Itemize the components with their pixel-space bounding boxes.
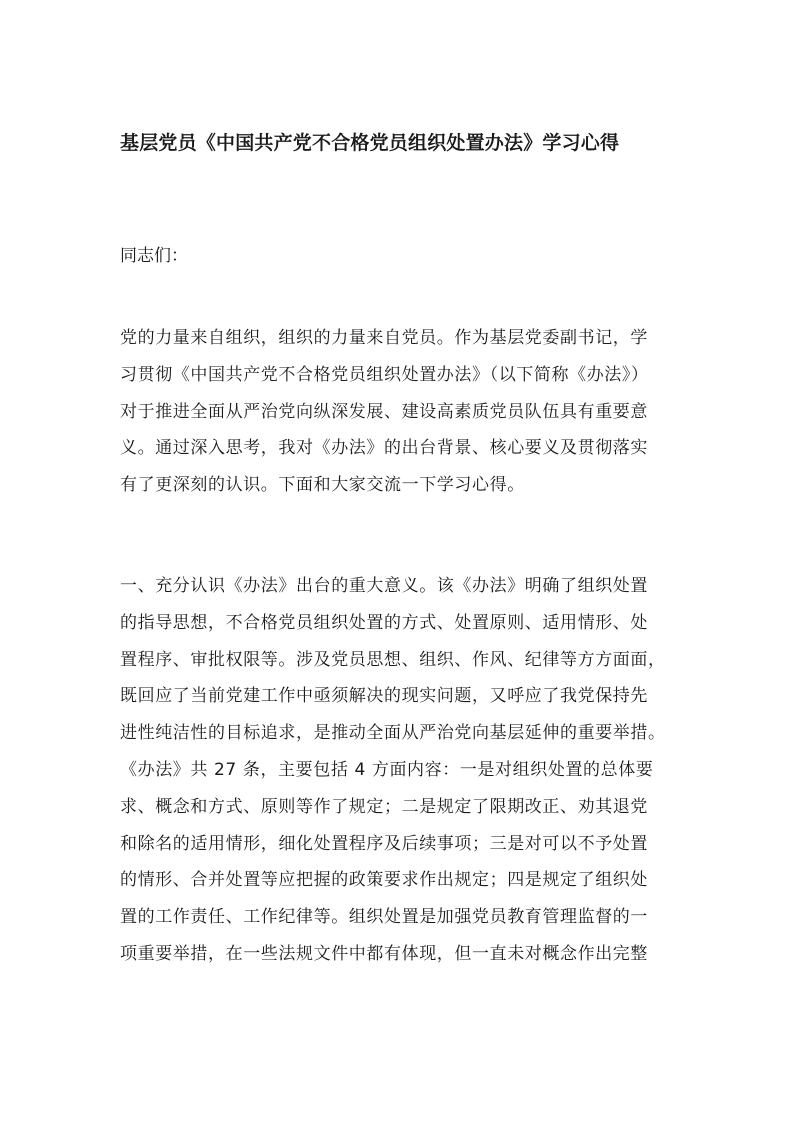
paragraph-line: 求、概念和方式、原则等作了规定；二是规定了限期改正、劝其退党 bbox=[120, 796, 648, 817]
paragraph-line: 进性纯洁性的目标追求，是推动全面从严治党向基层延伸的重要举措。 bbox=[120, 723, 666, 744]
paragraph-line: 义。通过深入思考，我对《办法》的出台背景、核心要义及贯彻落实 bbox=[120, 438, 648, 459]
paragraph-line: 置程序、审批权限等。涉及党员思想、组织、作风、纪律等方方面面， bbox=[120, 649, 666, 670]
paragraph-section-one bbox=[120, 568, 680, 973]
paragraph-line: 的情形、合并处置等应把握的政策要求作出规定；四是规定了组织处 bbox=[120, 870, 648, 891]
paragraph-line: 《办法》共 27 条，主要包括 4 方面内容：一是对组织处置的总体要 bbox=[120, 759, 654, 780]
paragraph-line: 对于推进全面从严治党向纵深发展、建设高素质党员队伍具有重要意 bbox=[120, 401, 648, 422]
paragraph-line: 有了更深刻的认识。下面和大家交流一下学习心得。 bbox=[120, 475, 525, 496]
document-title: 基层党员《中国共产党不合格党员组织处置办法》学习心得 bbox=[120, 132, 620, 154]
paragraph-line: 党的力量来自组织，组织的力量来自党员。作为基层党委副书记，学 bbox=[120, 328, 648, 348]
paragraph-line: 和除名的适用情形，细化处置程序及后续事项；三是对可以不予处置 bbox=[120, 833, 648, 854]
paragraph-line: 项重要举措，在一些法规文件中都有体现，但一直未对概念作出完整 bbox=[120, 943, 648, 964]
paragraph-line: 习贯彻《中国共产党不合格党员组织处置办法》（以下简称《办法》） bbox=[120, 364, 649, 385]
paragraph-line: 一、充分认识《办法》出台的重大意义。该《办法》明确了组织处置 bbox=[120, 576, 648, 596]
salutation: 同志们： bbox=[120, 246, 188, 266]
paragraph-line: 既回应了当前党建工作中亟须解决的现实问题，又呼应了我党保持先 bbox=[120, 686, 648, 707]
paragraph-line: 置的工作责任、工作纪律等。组织处置是加强党员教育管理监督的一 bbox=[120, 907, 648, 928]
paragraph-line: 的指导思想，不合格党员组织处置的方式、处置原则、适用情形、处 bbox=[120, 612, 648, 633]
paragraph-intro bbox=[120, 320, 680, 504]
